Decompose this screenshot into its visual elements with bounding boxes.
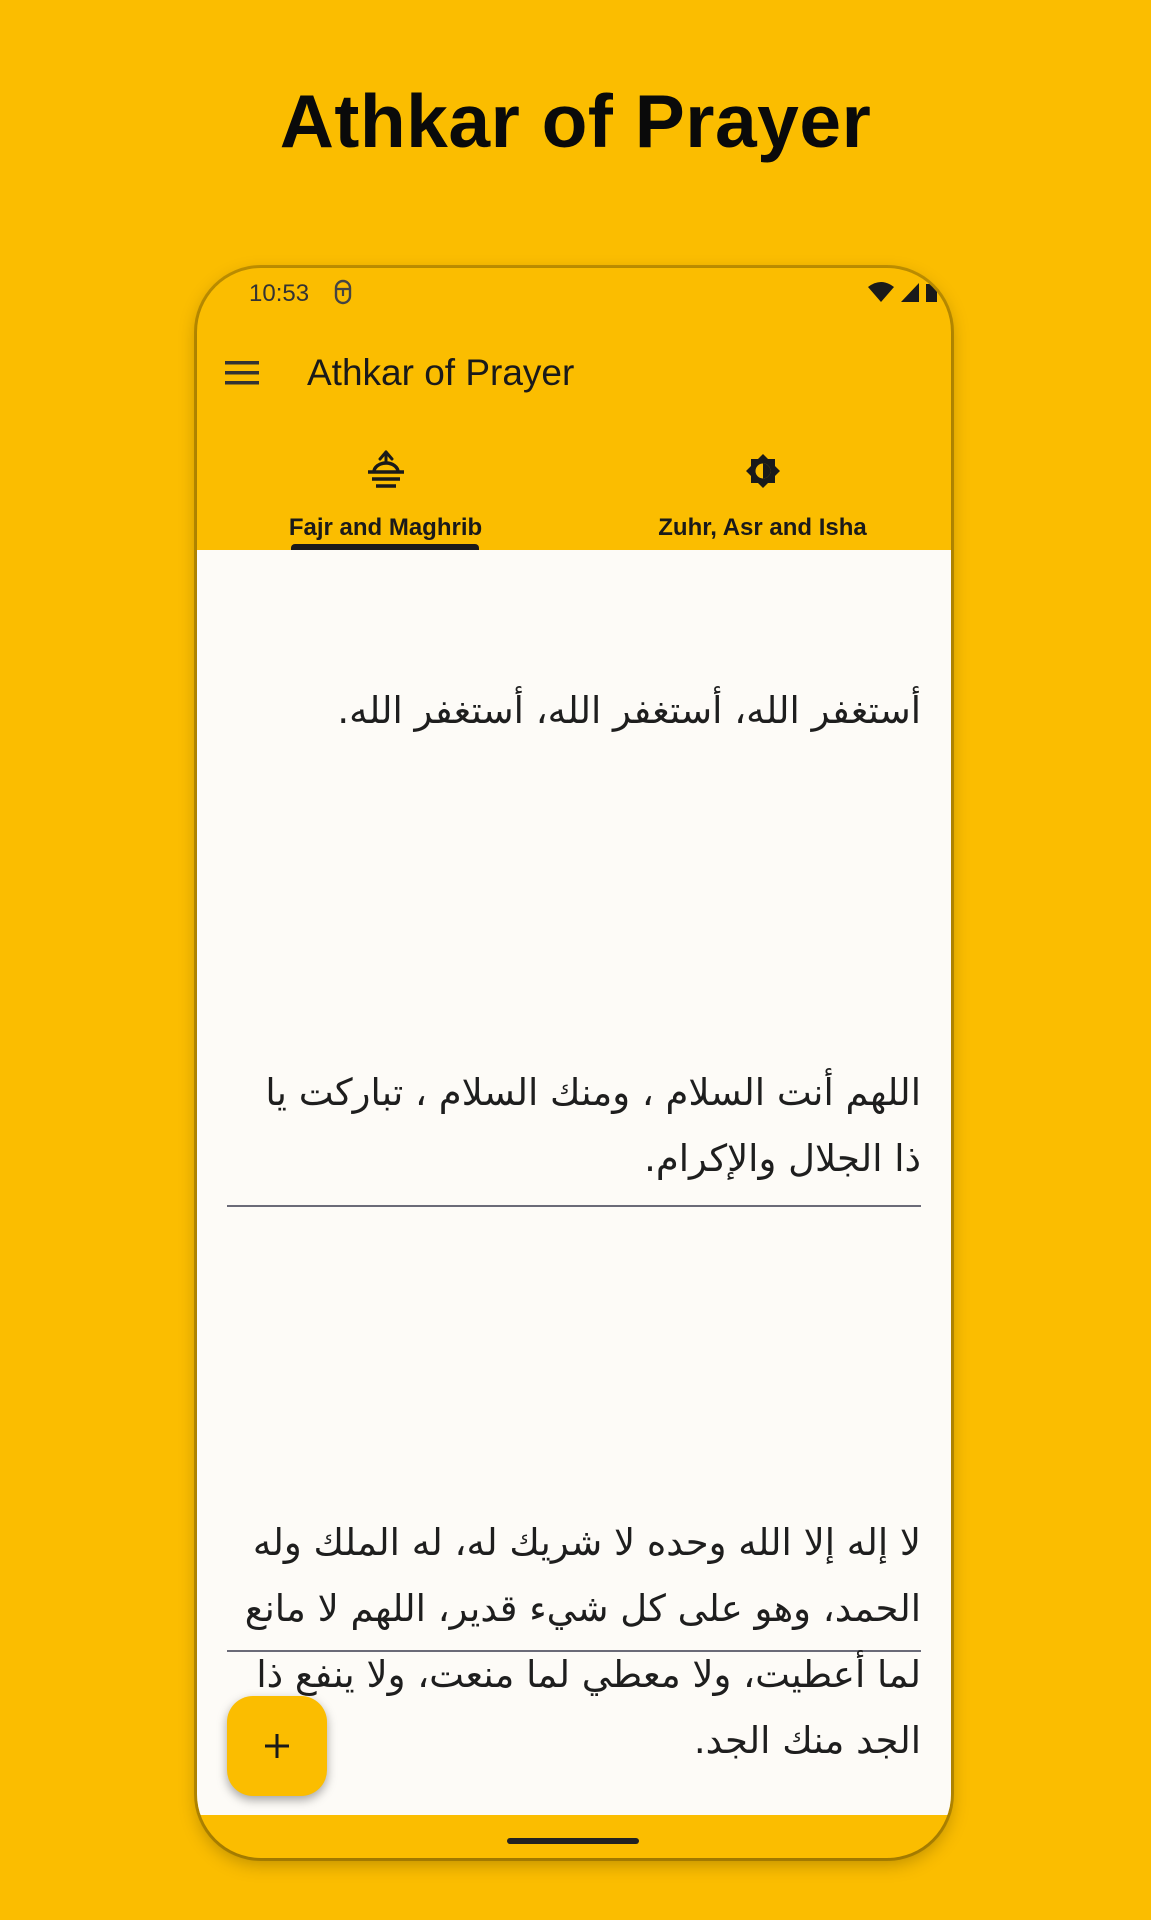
list-item: أستغفر الله، أستغفر الله، أستغفر الله. xyxy=(337,689,921,732)
divider xyxy=(227,1205,921,1207)
tab-label: Zuhr, Asr and Isha xyxy=(658,514,867,541)
app-notification-icon xyxy=(333,278,353,311)
tab-zuhr-asr-isha[interactable] xyxy=(574,428,951,550)
status-time: 10:53 xyxy=(249,280,310,307)
status-bar xyxy=(197,268,951,318)
tab-bar xyxy=(197,428,951,550)
app-bar xyxy=(197,318,951,428)
sunrise-icon xyxy=(197,450,574,492)
promo-title: Athkar of Prayer xyxy=(279,79,872,163)
wifi-icon xyxy=(867,280,895,309)
battery-icon xyxy=(925,280,937,309)
phone-frame xyxy=(197,268,951,1858)
add-button[interactable] xyxy=(227,1696,327,1796)
menu-button[interactable] xyxy=(219,350,265,396)
app-title: Athkar of Prayer xyxy=(307,352,575,393)
add-icon xyxy=(263,1732,291,1760)
hamburger-menu-icon xyxy=(224,359,260,387)
status-icons xyxy=(867,280,937,309)
list-item: اللهم أنت السلام ، ومنك السلام ، تباركت يا ذا الجلال والإكرام. xyxy=(265,1071,921,1180)
gesture-nav-handle[interactable] xyxy=(507,1838,639,1844)
list-item: لا إله إلا الله وحده لا شريك له، له الملك وله الحمد، وهو على كل شيء قدير، اللهم لا مانع لما أعطيت، ولا معطي لما منعت، ولا ينفع ذا الجد منك الجد. xyxy=(244,1521,921,1762)
tab-fajr-maghrib[interactable] xyxy=(197,428,574,550)
tab-label: Fajr and Maghrib xyxy=(288,514,483,541)
athkar-list xyxy=(197,550,951,1815)
brightness-icon xyxy=(574,450,951,492)
cell-signal-icon xyxy=(899,280,921,309)
